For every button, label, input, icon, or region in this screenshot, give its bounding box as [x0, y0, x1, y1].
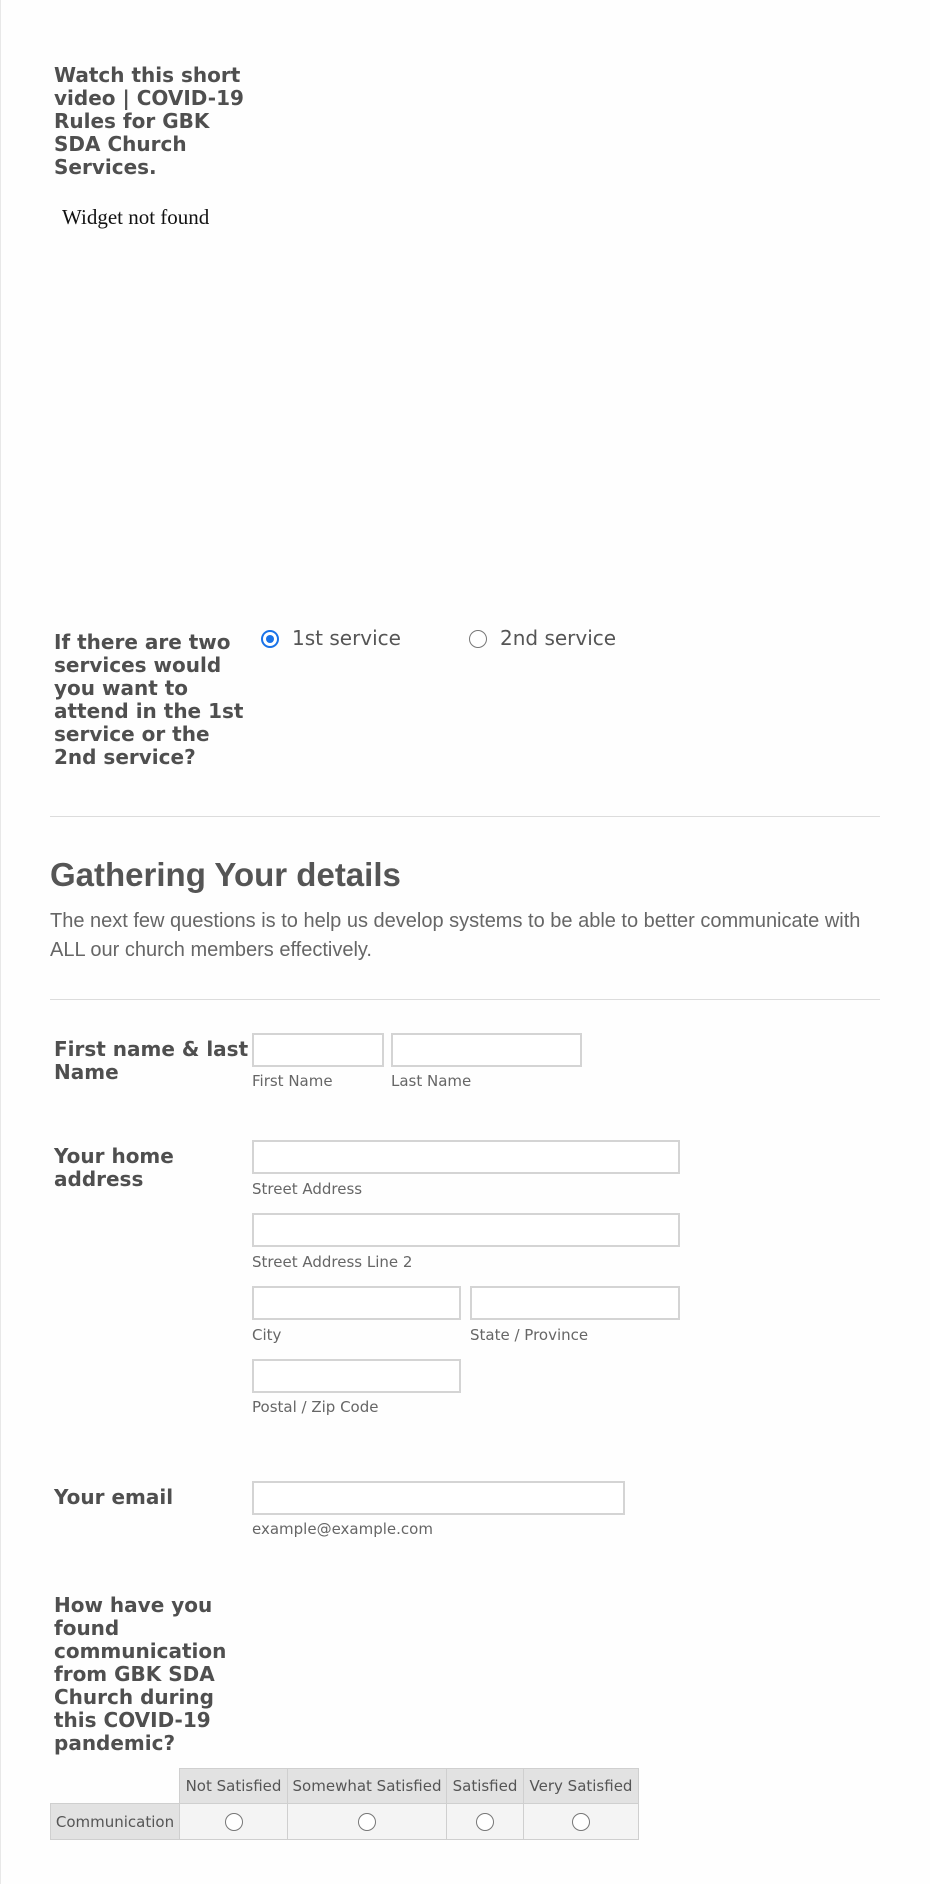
radio-1st-service[interactable]	[261, 630, 279, 648]
first-name-sublabel: First Name	[252, 1072, 333, 1090]
street-address-input[interactable]	[252, 1140, 680, 1174]
radio-satisfied[interactable]	[476, 1813, 494, 1831]
city-sublabel: City	[252, 1326, 282, 1344]
video-label: Watch this short video | COVID-19 Rules for GBK SDA Church Services.	[54, 63, 244, 179]
state-province-sublabel: State / Province	[470, 1326, 589, 1344]
radio-somewhat-satisfied[interactable]	[358, 1813, 376, 1831]
matrix-col-somewhat-satisfied: Somewhat Satisfied	[288, 1769, 447, 1804]
street-address-line2-input[interactable]	[252, 1213, 680, 1247]
matrix-cell-very-satisfied[interactable]	[524, 1804, 639, 1840]
section-divider-top	[50, 816, 880, 817]
services-question-label: If there are two services would you want to attend in the 1st service or the 2nd service?	[54, 630, 244, 769]
radio-very-satisfied[interactable]	[572, 1813, 590, 1831]
matrix-corner	[51, 1769, 180, 1804]
matrix-row-label: Communication	[51, 1804, 180, 1840]
street-address-sublabel: Street Address	[252, 1180, 363, 1198]
radio-not-satisfied[interactable]	[225, 1813, 243, 1831]
matrix-col-not-satisfied: Not Satisfied	[180, 1769, 288, 1804]
matrix-col-satisfied: Satisfied	[447, 1769, 524, 1804]
radio-2nd-service-label[interactable]: 2nd service	[500, 626, 617, 650]
last-name-sublabel: Last Name	[391, 1072, 472, 1090]
email-sublabel: example@example.com	[252, 1520, 433, 1538]
radio-1st-service-label[interactable]: 1st service	[292, 626, 401, 650]
street-address-line2-sublabel: Street Address Line 2	[252, 1253, 413, 1271]
name-label: First name & last Name	[54, 1037, 249, 1084]
email-input[interactable]	[252, 1481, 625, 1515]
city-input[interactable]	[252, 1286, 461, 1320]
matrix-cell-somewhat-satisfied[interactable]	[288, 1804, 447, 1840]
address-label: Your home address	[54, 1144, 174, 1191]
email-label: Your email	[54, 1485, 174, 1509]
matrix-cell-not-satisfied[interactable]	[180, 1804, 288, 1840]
matrix-col-very-satisfied: Very Satisfied	[524, 1769, 639, 1804]
section-heading: Gathering Your details	[50, 856, 401, 893]
matrix-cell-satisfied[interactable]	[447, 1804, 524, 1840]
radio-2nd-service[interactable]	[469, 630, 487, 648]
satisfaction-matrix	[50, 1768, 639, 1840]
last-name-input[interactable]	[391, 1033, 582, 1067]
postal-code-sublabel: Postal / Zip Code	[252, 1398, 379, 1416]
state-province-input[interactable]	[470, 1286, 680, 1320]
section-description: The next few questions is to help us develop systems to be able to better communicate with ALL our church members effectively.	[50, 910, 861, 961]
section-divider-bottom	[50, 999, 880, 1000]
first-name-input[interactable]	[252, 1033, 384, 1067]
postal-code-input[interactable]	[252, 1359, 461, 1393]
communication-question-label: How have you found communication from GBK SDA Church during this COVID-19 pandemic?	[54, 1593, 227, 1755]
page-left-border	[0, 0, 1, 1884]
widget-not-found-text: Widget not found	[62, 205, 210, 229]
